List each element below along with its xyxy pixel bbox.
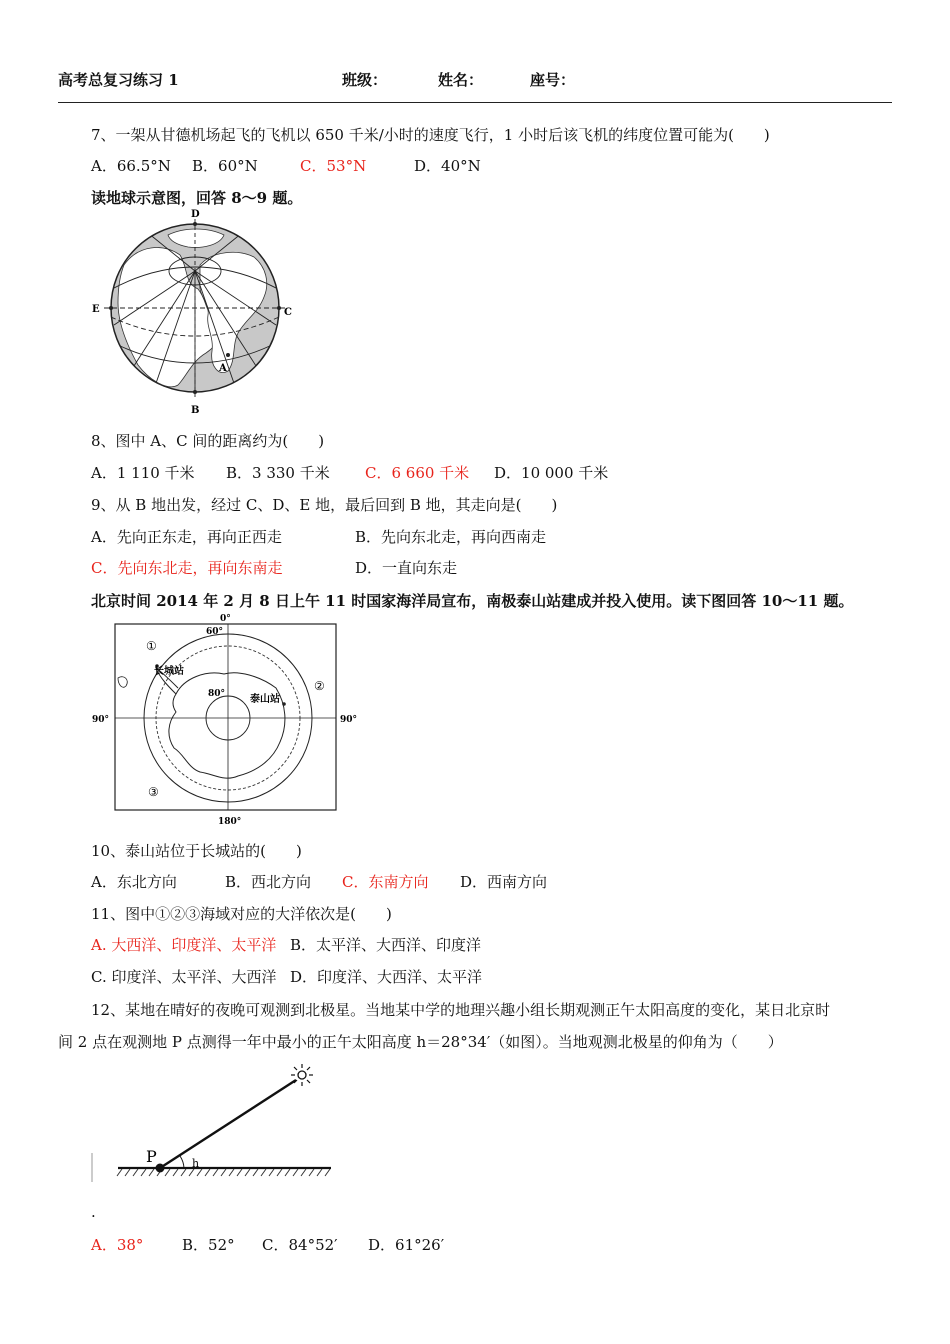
sun-elevation-figure (88, 1058, 338, 1190)
class-label: 班级： (342, 71, 388, 89)
label-180-deg: 180° (218, 817, 242, 827)
q11-option-a-answer: A. 大西洋、印度洋、太平洋 (91, 936, 277, 954)
q12-option-c: C．84°52′ (262, 1236, 338, 1254)
seat-label: 座号： (530, 71, 576, 89)
q11-option-c: C. 印度洋、太平洋、大西洋 (91, 968, 277, 986)
angle-h-arc (180, 1156, 184, 1168)
point-c (277, 306, 281, 310)
q12-option-b: B．52° (182, 1236, 235, 1254)
q11-option-d: D．印度洋、大西洋、太平洋 (290, 968, 483, 986)
sun-ray-line (160, 1080, 296, 1168)
q7-option-c-answer: C．53°N (300, 157, 367, 175)
q12-option-d: D．61°26′ (368, 1236, 445, 1254)
globe-figure (88, 205, 303, 417)
name-label: 姓名： (438, 71, 484, 89)
q8-option-d: D．10 000 千米 (494, 464, 609, 482)
label-a: A (219, 363, 227, 374)
q12-stem-line2: 间 2 点在观测地 P 点测得一年中最小的正午太阳高度 h＝28°34′（如图）。当地观测北极星的仰角为（ ） (58, 1033, 783, 1051)
taishan-station-dot (282, 702, 286, 706)
worksheet-title: 高考总复习练习 1 (58, 71, 179, 89)
q10-stem: 10、泰山站位于长城站的( ) (91, 842, 302, 860)
q10-option-c-answer: C．东南方向 (342, 873, 429, 891)
label-taishan: 泰山站 (250, 694, 280, 705)
point-p-dot (156, 1164, 165, 1173)
label-b: B (191, 405, 200, 416)
point-d (193, 222, 197, 226)
antarctica-figure (88, 612, 370, 830)
header-divider (58, 102, 892, 103)
q9-option-c-answer: C．先向东北走，再向东南走 (91, 559, 283, 577)
label-c: C (284, 307, 292, 318)
q9-option-b: B．先向东北走，再向西南走 (355, 528, 547, 546)
ocean-3-label: ③ (148, 785, 159, 799)
q12-dot: . (91, 1203, 96, 1221)
q12-option-a-answer: A．38° (91, 1236, 144, 1254)
q9-option-a: A．先向正东走，再向正西走 (91, 528, 282, 546)
q11-stem: 11、图中①②③海域对应的大洋依次是( ) (91, 905, 392, 923)
point-b (193, 390, 197, 394)
ground-hatching (117, 1169, 330, 1176)
label-changcheng: 长城站 (154, 666, 184, 677)
ocean-2-label: ② (314, 679, 325, 693)
intro-8-9: 读地球示意图，回答 8～9 题。 (91, 189, 303, 207)
label-90-left: 90° (92, 715, 110, 725)
q8-option-a: A．1 110 千米 (91, 464, 195, 482)
label-80-deg: 80° (208, 689, 226, 699)
label-e: E (92, 304, 100, 315)
label-d: D (191, 209, 200, 220)
ocean-1-label: ① (146, 639, 157, 653)
q7-option-b: B．60°N (192, 157, 258, 175)
label-h: h (192, 1157, 200, 1170)
intro-10-11: 北京时间 2014 年 2 月 8 日上午 11 时国家海洋局宣布，南极泰山站建成并投入使用。读下图回答 10～11 题。 (91, 592, 854, 610)
label-0-deg: 0° (220, 614, 231, 624)
label-60-deg: 60° (206, 627, 224, 637)
q11-option-b: B．太平洋、大西洋、印度洋 (290, 936, 482, 954)
sun-icon (291, 1064, 313, 1086)
q8-option-b: B．3 330 千米 (226, 464, 330, 482)
q9-stem: 9、从 B 地出发，经过 C、D、E 地，最后回到 B 地，其走向是( ) (91, 496, 558, 514)
q12-stem-line1: 12、某地在晴好的夜晚可观测到北极星。当地某中学的地理兴趣小组长期观测正午太阳高度的变化，某日北京时 (91, 1001, 831, 1019)
q8-stem: 8、图中 A、C 间的距离约为( ) (91, 432, 325, 450)
q7-stem: 7、一架从甘德机场起飞的飞机以 650 千米/小时的速度飞行，1 小时后该飞机的纬度位置可能为( ) (91, 126, 770, 144)
q10-option-a: A．东北方向 (91, 873, 177, 891)
q8-option-c-answer: C．6 660 千米 (365, 464, 470, 482)
q7-option-a: A．66.5°N (91, 157, 171, 175)
q9-option-d: D．一直向东走 (355, 559, 458, 577)
point-a (226, 353, 230, 357)
q10-option-b: B．西北方向 (225, 873, 312, 891)
label-90-right: 90° (340, 715, 358, 725)
q10-option-d: D．西南方向 (460, 873, 548, 891)
point-e (109, 306, 113, 310)
q7-option-d: D．40°N (414, 157, 481, 175)
label-p: P (146, 1147, 157, 1166)
